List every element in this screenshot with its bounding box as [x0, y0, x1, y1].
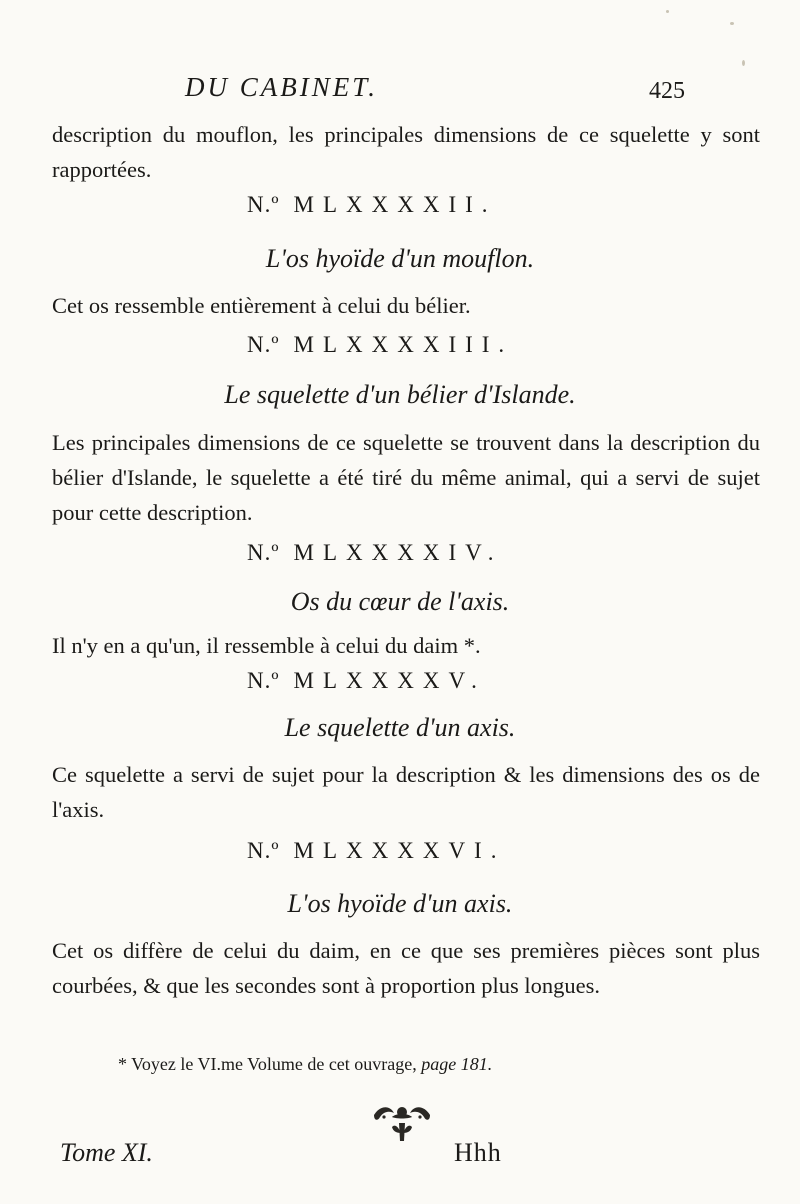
- paragraph: Cet os diffère de celui du daim, en ce que ses premières pièces sont plus courbées, & que les secondes sont à proportion plus longues.: [52, 938, 760, 998]
- number-prefix: N.º: [247, 332, 280, 357]
- roman-numeral: MLXXXXV.: [293, 668, 486, 693]
- roman-numeral: MLXXXXII.: [293, 192, 497, 217]
- footnote-page-ref: page 181.: [421, 1054, 493, 1074]
- section-heading: Os du cœur de l'axis.: [290, 587, 510, 616]
- number-prefix: N.º: [247, 192, 280, 217]
- section-heading: L'os hyoïde d'un axis.: [287, 889, 513, 918]
- paragraph: Les principales dimensions de ce squelette se trouvent dans la description du bélier d'Islande, le squelette a été tiré du même animal, qui a servi de sujet pour cette description.: [52, 430, 760, 525]
- roman-numeral: MLXXXXVI.: [293, 838, 506, 863]
- catalog-number: [247, 668, 486, 694]
- section-heading: Le squelette d'un axis.: [284, 713, 516, 742]
- page-number: 425: [649, 78, 685, 104]
- catalog-number: [247, 838, 505, 864]
- paragraph: Il n'y en a qu'un, il ressemble à celui du daim *.: [52, 633, 481, 658]
- number-prefix: N.º: [247, 668, 280, 693]
- gathering-signature: Hhh: [454, 1138, 502, 1167]
- catalog-number: [247, 192, 497, 218]
- number-prefix: N.º: [247, 838, 280, 863]
- paragraph: Cet os ressemble entièrement à celui du bélier.: [52, 293, 471, 318]
- footnote: [118, 1054, 492, 1075]
- paragraph: Ce squelette a servi de sujet pour la description & les dimensions des os de l'axis.: [52, 762, 760, 822]
- running-title: DU CABINET.: [185, 72, 378, 102]
- running-header: [185, 72, 705, 112]
- volume-signature: Tome XI.: [60, 1138, 153, 1167]
- section-heading: Le squelette d'un bélier d'Islande.: [224, 380, 576, 409]
- paragraph: description du mouflon, les principales dimensions de ce squelette y sont rapportées.: [52, 122, 760, 182]
- catalog-number: [247, 540, 503, 566]
- number-prefix: N.º: [247, 540, 280, 565]
- paper-speck: [742, 60, 745, 66]
- roman-numeral: MLXXXXIV.: [293, 540, 503, 565]
- paper-speck: [730, 22, 734, 25]
- paper-speck: [666, 10, 669, 13]
- catalog-number: [247, 332, 513, 358]
- fleuron-ornament-icon: [368, 1103, 436, 1147]
- footnote-text: * Voyez le VI.me Volume de cet ouvrage,: [118, 1054, 417, 1074]
- roman-numeral: MLXXXXIII.: [293, 332, 514, 357]
- section-heading: L'os hyoïde d'un mouflon.: [265, 244, 535, 273]
